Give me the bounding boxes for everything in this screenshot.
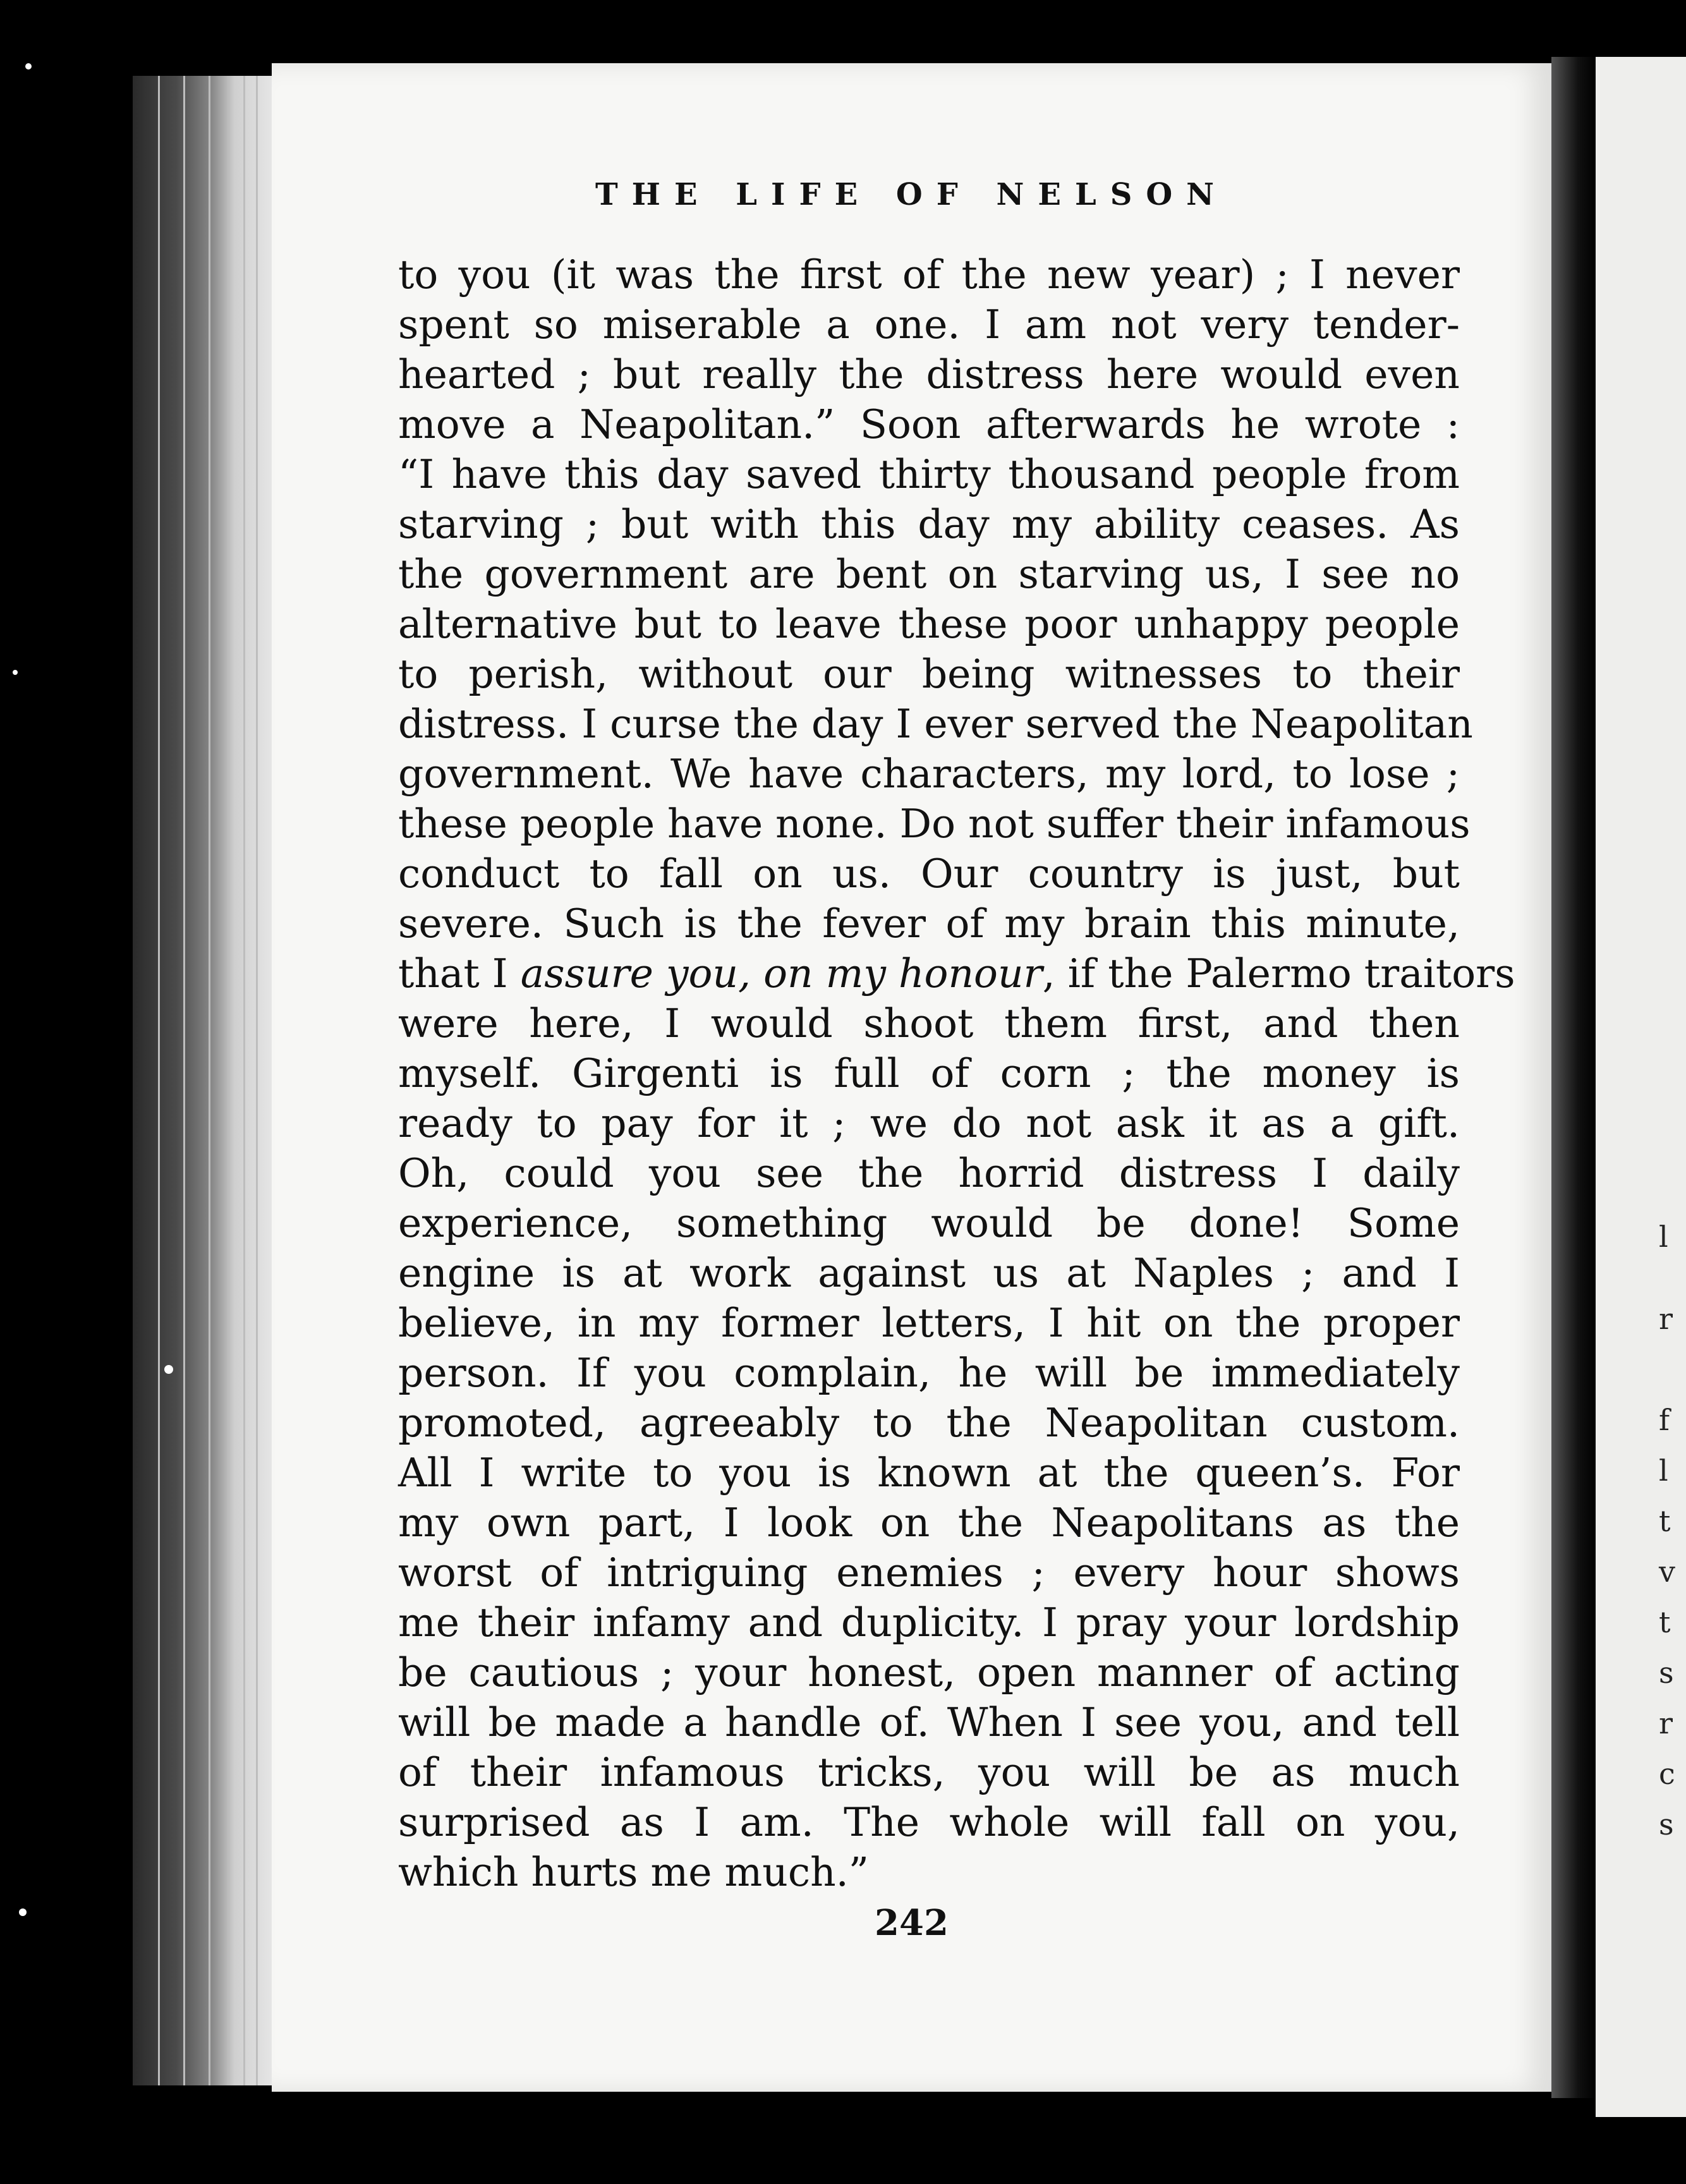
facing-page-glyph: f [1659,1403,1670,1437]
text-line: worst of intriguing enemies ; every hour shows [398,1550,1460,1596]
text-line: me their infamy and duplicity. I pray your lordship [398,1599,1460,1646]
text-line: spent so miserable a one. I am not very tender- [398,301,1460,348]
text-line: ready to pay for it ; we do not ask it as a gift. [398,1100,1460,1146]
text-line: these people have none. Do not suffer their infamous [398,801,1471,847]
facing-page-glyph: s [1659,1656,1674,1690]
text-line: conduct to fall on us. Our country is just, but [398,851,1460,897]
text-line: promoted, agreeably to the Neapolitan custom. [398,1400,1460,1446]
scan-speck [19,1908,27,1916]
facing-page-glyph: l [1659,1453,1668,1488]
scan-speck [164,1365,173,1374]
text-line: alternative but to leave these poor unhappy people [398,601,1460,647]
text-line: distress. I curse the day I ever served the Neapolitan [398,701,1473,747]
text-line: believe, in my former letters, I hit on the proper [398,1300,1460,1346]
scan-speck [13,670,18,675]
facing-page-glyph: t [1659,1504,1671,1538]
text-line: of their infamous tricks, you will be as much [398,1749,1460,1795]
text-line: “I have this day saved thirty thousand people from [398,451,1460,497]
text-line [398,949,1515,998]
scan-speck [25,63,32,70]
text-line: severe. Such is the fever of my brain this minute, [398,901,1460,947]
text-line: which hurts me much.” [398,1849,869,1895]
text-line: were here, I would shoot them first, and then [398,1000,1460,1046]
text-line: to you (it was the first of the new year) ; I never [398,252,1460,298]
text-line: surprised as I am. The whole will fall on you, [398,1799,1460,1845]
text-run: that I [398,950,521,997]
facing-page-glyph: r [1659,1706,1673,1740]
text-line: person. If you complain, he will be immediately [398,1350,1460,1396]
page-edges [133,76,278,2085]
text-run: , if the Palermo traitors [1042,950,1515,997]
running-head: THE LIFE OF NELSON [595,177,1228,212]
text-line: to perish, without our being witnesses to their [398,651,1460,697]
facing-page-glyph: s [1659,1807,1674,1841]
text-line: move a Neapolitan.” Soon afterwards he wrote : [398,401,1460,447]
italic-emphasis: assure you, on my honour [520,950,1043,997]
facing-page-glyph: v [1659,1555,1675,1589]
facing-page-glyph: t [1659,1605,1671,1639]
text-line: hearted ; but really the distress here would even [398,351,1460,397]
text-line: the government are bent on starving us, I see no [398,551,1460,597]
text-line: government. We have characters, my lord, to lose ; [398,751,1460,797]
book-spine-shadow [1551,57,1596,2098]
text-line: be cautious ; your honest, open manner of acting [398,1649,1460,1696]
body-text [398,250,1515,1897]
page-number: 242 [875,1902,949,1944]
text-line: experience, something would be done! Some [398,1200,1460,1246]
facing-page-glyph: c [1659,1757,1675,1791]
text-line: myself. Girgenti is full of corn ; the money is [398,1050,1460,1096]
text-line: starving ; but with this day my ability ceases. As [398,501,1460,547]
text-line: All I write to you is known at the queen’s. For [398,1450,1460,1496]
text-line: will be made a handle of. When I see you, and tell [398,1699,1460,1745]
facing-page-glyph: r [1659,1302,1673,1336]
facing-page [1596,57,1686,2117]
facing-page-glyph: l [1659,1220,1668,1254]
text-line: engine is at work against us at Naples ; and I [398,1250,1460,1296]
text-line: my own part, I look on the Neapolitans as the [398,1500,1460,1546]
text-line: Oh, could you see the horrid distress I daily [398,1150,1460,1196]
